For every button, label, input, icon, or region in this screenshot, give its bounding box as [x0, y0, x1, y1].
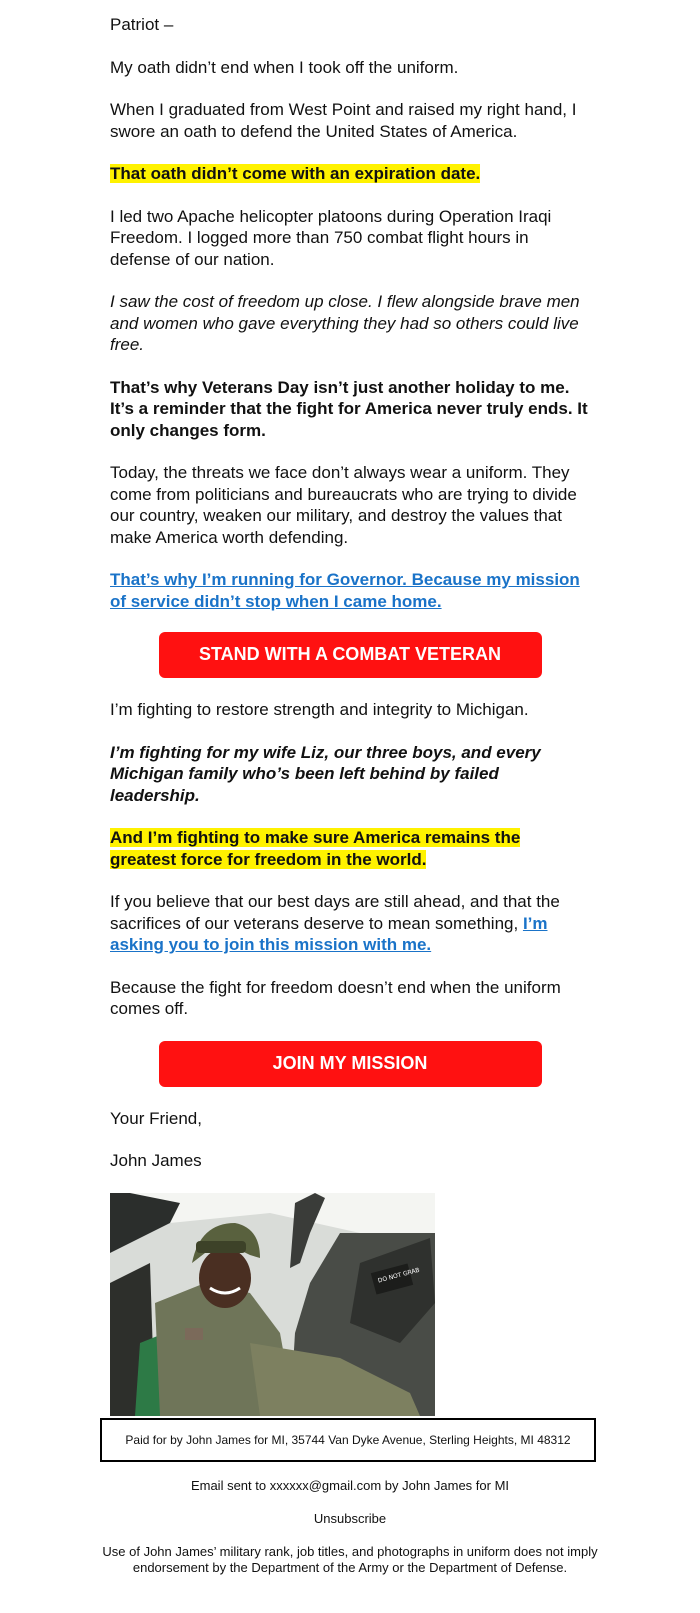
button-row-1	[110, 632, 590, 678]
paid-for-disclaimer	[100, 1418, 596, 1462]
pilot-cockpit-image	[110, 1193, 435, 1416]
join-mission-link[interactable]: I’m asking you to join this mission with me.	[110, 913, 548, 954]
highlight-expiration: That oath didn’t come with an expiration date.	[110, 164, 481, 183]
greeting: Patriot –	[110, 15, 174, 34]
button-row-2	[110, 1041, 590, 1087]
paragraph-threats: Today, the threats we face don’t always wear a uniform. They come from politicians and bureaucrats who are trying to divide our country, weaken our military, and destroy the values that make America worth defending.	[110, 463, 577, 547]
signature: John James	[110, 1151, 202, 1170]
paragraph-governor-link	[110, 569, 590, 612]
join-text: If you believe that our best days are still ahead, and that the sacrifices of our veterans deserve to mean something,	[110, 892, 560, 933]
legal-disclaimer: Use of John James’ military rank, job titles, and photographs in uniform does not imply endorsement by the Department of the Army or the Department of Defense.	[102, 1544, 598, 1575]
paragraph-cost-of-freedom: I saw the cost of freedom up close. I flew alongside brave men and women who gave everything they had so others could live free.	[110, 292, 580, 354]
governor-link[interactable]: That’s why I’m running for Governor. Because my mission of service didn’t stop when I came home.	[110, 570, 580, 611]
paragraph-oath: My oath didn’t end when I took off the uniform.	[110, 57, 459, 77]
paid-for-text: Paid for by John James for MI, 35744 Van Dyke Avenue, Sterling Heights, MI 48312	[125, 1433, 571, 1447]
paragraph-west-point: When I graduated from West Point and raised my right hand, I swore an oath to defend the United States of America.	[110, 100, 577, 141]
email-body	[110, 0, 590, 1416]
signoff: Your Friend,	[110, 1108, 202, 1128]
unsubscribe-row	[100, 1511, 600, 1527]
pilot-cockpit-photo	[110, 1193, 435, 1416]
paragraph-michigan: I’m fighting to restore strength and integrity to Michigan.	[110, 700, 529, 719]
paragraph-veterans-day: That’s why Veterans Day isn’t just another holiday to me. It’s a reminder that the fight for America never truly ends. It only changes form.	[110, 377, 588, 440]
do-not-grab-label: DO NOT GRAB	[377, 1266, 421, 1285]
email-sent-to: Email sent to xxxxxx@gmail.com by John James for MI	[190, 1478, 510, 1493]
paragraph-fight: Because the fight for freedom doesn’t end when the uniform comes off.	[110, 977, 561, 1018]
join-my-mission-button[interactable]: JOIN MY MISSION	[159, 1041, 542, 1087]
paragraph-join	[110, 891, 590, 956]
paragraph-family: I’m fighting for my wife Liz, our three boys, and every Michigan family who’s been left behind by failed leadership.	[110, 742, 541, 805]
paragraph-apache: I led two Apache helicopter platoons during Operation Iraqi Freedom. I logged more than 750 combat flight hours in defense of our nation.	[110, 206, 552, 269]
highlight-freedom-force: And I’m fighting to make sure America remains the greatest force for freedom in the world.	[110, 828, 521, 869]
stand-with-veteran-button[interactable]: STAND WITH A COMBAT VETERAN	[159, 632, 542, 678]
unsubscribe-link[interactable]: Unsubscribe	[313, 1511, 387, 1526]
